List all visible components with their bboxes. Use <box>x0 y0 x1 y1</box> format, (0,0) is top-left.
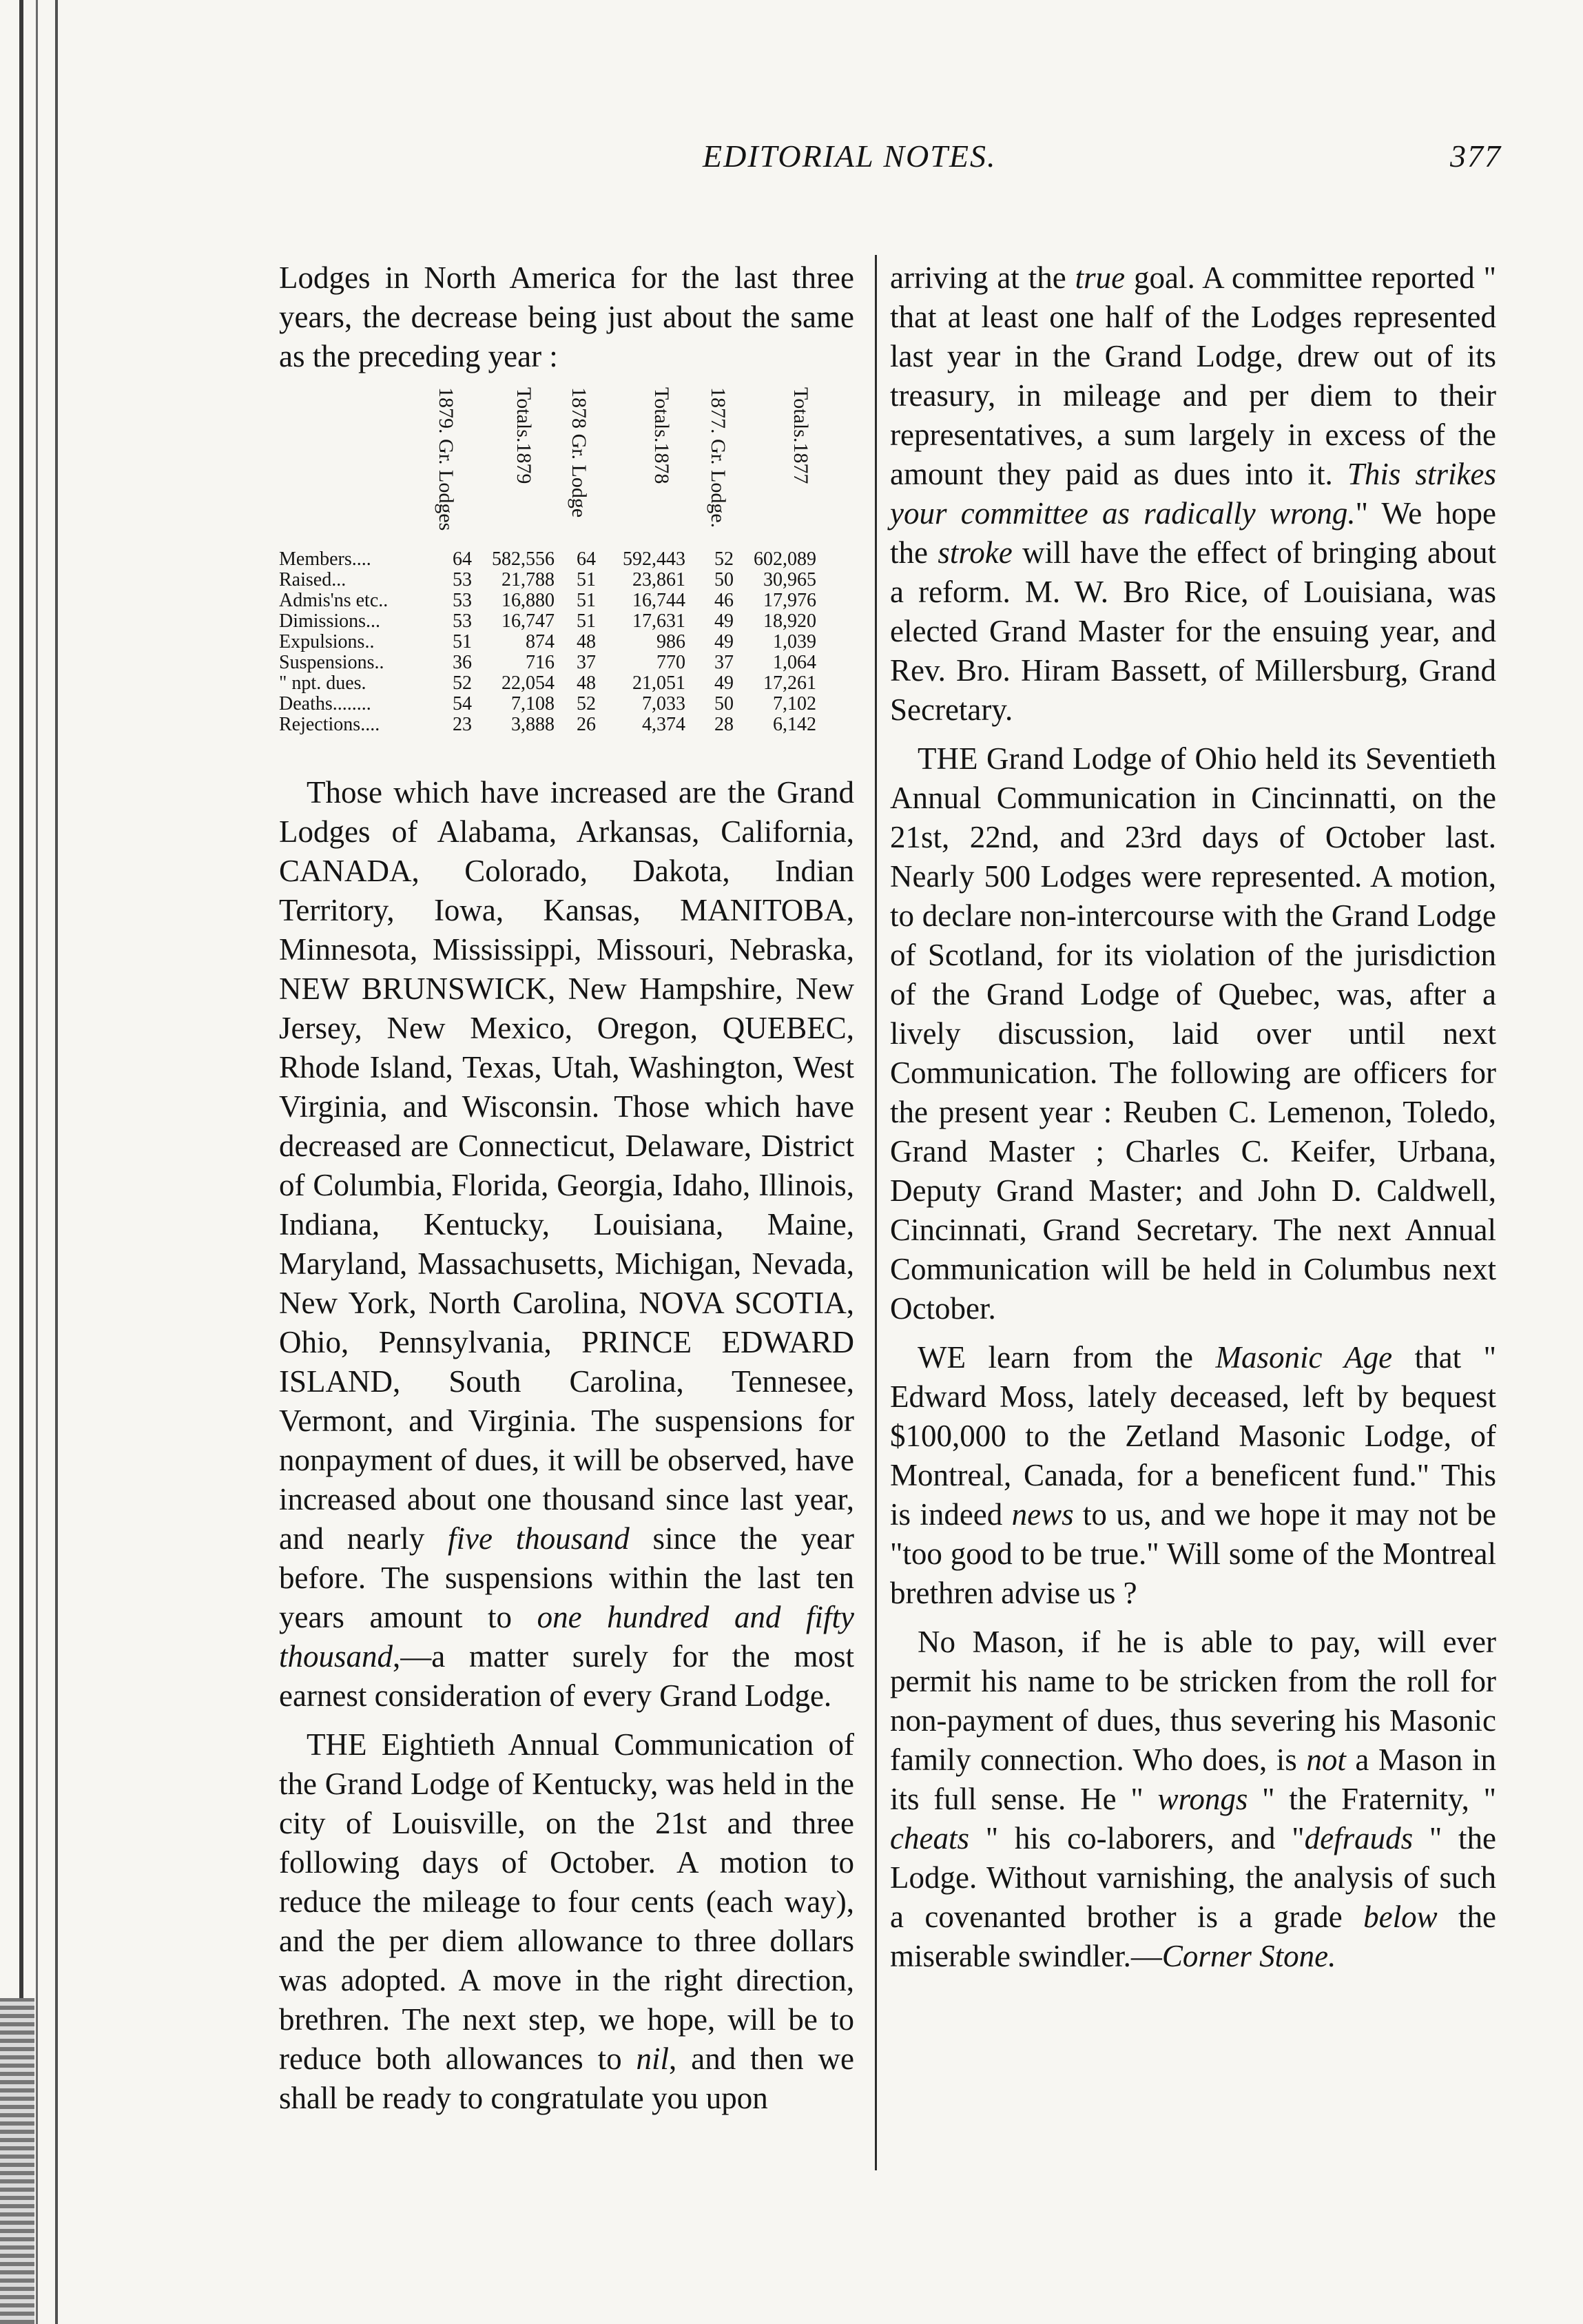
right-column <box>890 258 1496 1976</box>
table-cell: 7,033 <box>642 693 685 714</box>
table-cell: 36 <box>453 652 472 673</box>
table-cell: 4,374 <box>642 714 685 735</box>
table-cell: 16,747 <box>501 610 555 632</box>
table-cell: 46 <box>714 590 734 611</box>
torn-paper-scrap <box>0 1998 34 2324</box>
table-cell: 37 <box>577 652 596 673</box>
paragraph-non-payment: No Mason, if he is able to pay, will ever permit his name to be stricken from the roll for non-payment of dues, thus severing his Masonic family connection. Who does, is not a Mason in its full sense. He " wrongs " the Fraternity, " cheats " his co-laborers, and "defrauds " the Lodge. Without varnishing, the analysis of such a covenanted brother is a grade below the miserable swindler.—Corner Stone. <box>890 1625 1496 1973</box>
table-row <box>279 549 816 570</box>
table-cell: 18,920 <box>763 610 816 632</box>
column-heading: Totals.1878 <box>650 387 673 484</box>
table-cell: 49 <box>714 672 734 694</box>
table-cell: 3,888 <box>511 714 555 735</box>
table-cell: 53 <box>453 610 472 632</box>
row-label: Rejections.... <box>279 714 380 735</box>
row-label: " npt. dues. <box>279 672 366 694</box>
table-cell: 17,261 <box>763 672 816 694</box>
table-cell: 874 <box>526 631 555 652</box>
table-cell: 37 <box>714 652 734 673</box>
table-cell: 16,880 <box>501 590 555 611</box>
table-cell: 582,556 <box>492 548 555 570</box>
table-row <box>279 570 816 590</box>
table-cell: 51 <box>577 610 596 632</box>
table-cell: 1,064 <box>773 652 816 673</box>
table-cell: 21,051 <box>632 672 685 694</box>
table-cell: 16,744 <box>632 590 685 611</box>
table-cell: 17,631 <box>632 610 685 632</box>
paragraph-kentucky: THE Eightieth Annual Communication of the Grand Lodge of Kentucky, was held in the city of Louisville, on the 21st and three following days of October. A motion to reduce the mileage to four cents (each way), and the per diem allowance to three dollars was adopted. A move in the right direction, brethren. The next step, we hope, will be to reduce both allowances to nil, and then we shall be ready to congratulate you upon <box>279 1727 854 2115</box>
table-cell: 51 <box>453 631 472 652</box>
page-title: EDITORIAL NOTES. <box>703 138 997 174</box>
left-column <box>279 258 854 2118</box>
table-cell: 50 <box>714 693 734 714</box>
book-binding-edge <box>0 0 76 2324</box>
row-label: Admis'ns etc.. <box>279 590 389 611</box>
table-cell: 26 <box>577 714 596 735</box>
table-cell: 48 <box>577 672 596 694</box>
column-heading: 1878 Gr. Lodge <box>568 387 590 518</box>
column-divider <box>875 255 877 2170</box>
table-cell: 592,443 <box>623 548 685 570</box>
paragraph-continuation: arriving at the true goal. A committee reported " that at least one half of the Lodges represented last year in the Grand Lodge, drew out of its treasury, in mileage and per diem to their representatives, a sum largely in excess of the amount they paid as dues into it. This strikes your committee as radically wrong." We hope the stroke will have the effect of bringing about a reform. M. W. Bro Rice, of Louisiana, was elected Grand Master for the ensuing year, and Rev. Bro. Hiram Bassett, of Millersburg, Grand Secretary. <box>890 260 1496 727</box>
column-heading: Totals.1877 <box>789 387 812 484</box>
paragraph-grand-lodges: Those which have increased are the Grand Lodges of Alabama, Arkansas, California, CANADA, Colorado, Dakota, Indian Territory, Iowa, Kansas, MANITOBA, Minnesota, Mississippi, Missouri, Nebraska, NEW BRUNSWICK, New Hampshire, New Jersey, New Mexico, Oregon, QUEBEC, Rhode Island, Texas, Utah, Washington, West Virginia, and Wisconsin. Those which have decreased are Connecticut, Delaware, District of Columbia, Florida, Georgia, Idaho, Illinois, Indiana, Kentucky, Louisiana, Maine, Maryland, Massachusetts, Michigan, Nevada, New York, North Carolina, NOVA SCOTIA, Ohio, Pennsylvania, PRINCE EDWARD ISLAND, South Carolina, Tennesee, Vermont, and Virginia. The suspensions for nonpayment of dues, it will be observed, have increased about one thousand since last year, and nearly five thousand since the year before. The suspensions within the last ten years amount to one hundred and fifty thousand,—a matter surely for the most earnest consideration of every Grand Lodge. <box>279 775 855 1713</box>
table-cell: 602,089 <box>754 548 816 570</box>
table-cell: 51 <box>577 569 596 590</box>
table-cell: 770 <box>656 652 685 673</box>
table-row <box>279 590 816 611</box>
table-cell: 64 <box>577 548 596 570</box>
table-cell: 52 <box>453 672 472 694</box>
statistics-table <box>279 380 854 766</box>
page-number: 377 <box>1450 138 1502 174</box>
column-heading: 1877. Gr. Lodge. <box>707 387 730 528</box>
table-cell: 22,054 <box>501 672 555 694</box>
table-cell: 53 <box>453 569 472 590</box>
table-cell: 17,976 <box>763 590 816 611</box>
table-row <box>279 632 816 652</box>
row-label: Raised... <box>279 569 346 590</box>
row-label: Expulsions.. <box>279 631 375 652</box>
table-cell: 64 <box>453 548 472 570</box>
table-cell: 1,039 <box>773 631 816 652</box>
table-cell: 6,142 <box>773 714 816 735</box>
table-cell: 28 <box>714 714 734 735</box>
table-cell: 54 <box>453 693 472 714</box>
column-heading: 1879. Gr. Lodges <box>435 387 457 531</box>
table-cell: 716 <box>526 652 555 673</box>
table-cell: 53 <box>453 590 472 611</box>
table-cell: 49 <box>714 631 734 652</box>
table-cell: 49 <box>714 610 734 632</box>
table-cell: 30,965 <box>763 569 816 590</box>
table-row <box>279 611 816 632</box>
table-cell: 52 <box>577 693 596 714</box>
paragraph-masonic-age: WE learn from the Masonic Age that " Edward Moss, lately deceased, left by bequest $100,000 to the Zetland Masonic Lodge, of Montreal, Canada, for a beneficent fund." This is indeed news to us, and we hope it may not be "too good to be true." Will some of the Montreal brethren advise us ? <box>890 1340 1497 1610</box>
table-row <box>279 673 816 694</box>
table-cell: 23 <box>453 714 472 735</box>
table-cell: 52 <box>714 548 734 570</box>
table-cell: 7,102 <box>773 693 816 714</box>
row-label: Members.... <box>279 548 371 570</box>
statistics-grid <box>279 549 816 735</box>
table-cell: 7,108 <box>511 693 555 714</box>
table-cell: 23,861 <box>632 569 685 590</box>
table-cell: 48 <box>577 631 596 652</box>
row-label: Suspensions.. <box>279 652 384 673</box>
table-row <box>279 694 816 714</box>
running-header <box>262 138 1502 186</box>
table-row <box>279 714 816 735</box>
column-heading: Totals.1879 <box>513 387 535 484</box>
table-row <box>279 652 816 673</box>
paragraph-ohio: THE Grand Lodge of Ohio held its Seventieth Annual Communication in Cincinnatti, on the 21st, 22nd, and 23rd days of October last. Nearly 500 Lodges were represented. A motion, to declare non-intercourse with the Grand Lodge of Scotland, for its violation of the jurisdiction of the Grand Lodge of Quebec, was, after a lively discussion, laid over until next Communication. The following are officers for the present year : Reuben C. Lemenon, Toledo, Grand Master ; Charles C. Keifer, Urbana, Deputy Grand Master; and John D. Caldwell, Cincinnati, Grand Secretary. The next Annual Communication will be held in Columbus next October. <box>890 741 1496 1326</box>
table-cell: 51 <box>577 590 596 611</box>
table-intro: Lodges in North America for the last three years, the decrease being just about the same as the preceding year : <box>279 260 854 373</box>
table-cell: 986 <box>656 631 685 652</box>
row-label: Dimissions... <box>279 610 381 632</box>
row-label: Deaths........ <box>279 693 371 714</box>
table-cell: 21,788 <box>501 569 555 590</box>
table-cell: 50 <box>714 569 734 590</box>
